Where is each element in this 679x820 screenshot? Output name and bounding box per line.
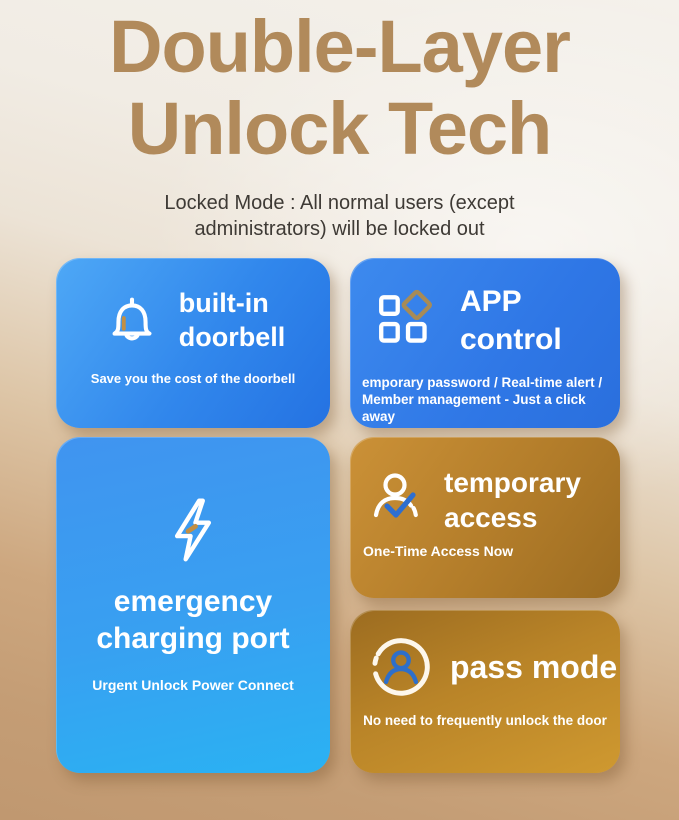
card-emergency-charging-port <box>56 437 330 773</box>
doorbell-title-line2: doorbell <box>178 322 286 352</box>
header-subtitle <box>0 190 679 242</box>
temporary-access-title <box>444 465 581 535</box>
card-built-in-doorbell <box>56 258 330 428</box>
pass-mode-header-row <box>368 634 620 700</box>
temporary-access-title-line1: temporary <box>444 467 581 498</box>
card-temporary-access <box>350 437 620 598</box>
doorbell-header-row <box>56 258 330 354</box>
doorbell-title <box>179 286 286 354</box>
emergency-title-line2: charging port <box>96 622 290 655</box>
emergency-icon-wrap <box>56 437 330 569</box>
emergency-title <box>56 583 330 657</box>
page-title-line2: Unlock Tech <box>127 87 552 170</box>
emergency-subtitle: Urgent Unlock Power Connect <box>92 677 294 693</box>
person-glyph <box>386 653 416 682</box>
header <box>0 0 679 242</box>
pass-mode-title: pass mode <box>450 649 618 685</box>
app-control-subtitle <box>362 374 620 425</box>
app-control-subtitle-line2: Member management - Just a click away <box>362 392 586 424</box>
header-subtitle-line1: Locked Mode : All normal users (except <box>164 192 515 214</box>
app-control-header-row <box>374 283 620 359</box>
app-grid-icon <box>374 288 440 354</box>
person-check-icon <box>366 468 430 532</box>
temporary-access-title-line2: access <box>444 502 538 533</box>
emergency-title-line1: emergency <box>113 585 273 618</box>
app-control-title <box>460 283 562 359</box>
lightning-icon <box>154 491 232 569</box>
person-circle-icon <box>368 634 434 700</box>
diamond-shape <box>403 291 431 319</box>
app-control-title-line1: APP <box>460 285 522 318</box>
card-pass-mode <box>350 610 620 773</box>
app-control-subtitle-line1: emporary password / Real-time alert / <box>362 375 603 390</box>
pass-mode-subtitle: No need to frequently unlock the door <box>363 713 607 728</box>
card-app-control <box>350 258 620 428</box>
header-subtitle-line2: administrators) will be locked out <box>194 218 485 240</box>
app-control-title-line2: control <box>460 323 562 356</box>
bell-icon <box>101 289 163 351</box>
temporary-access-header-row <box>366 465 620 535</box>
temporary-access-subtitle: One-Time Access Now <box>363 543 514 559</box>
page-title-line1: Double-Layer <box>109 5 570 88</box>
doorbell-subtitle: Save you the cost of the doorbell <box>90 371 296 386</box>
doorbell-title-line1: built-in <box>178 288 269 318</box>
